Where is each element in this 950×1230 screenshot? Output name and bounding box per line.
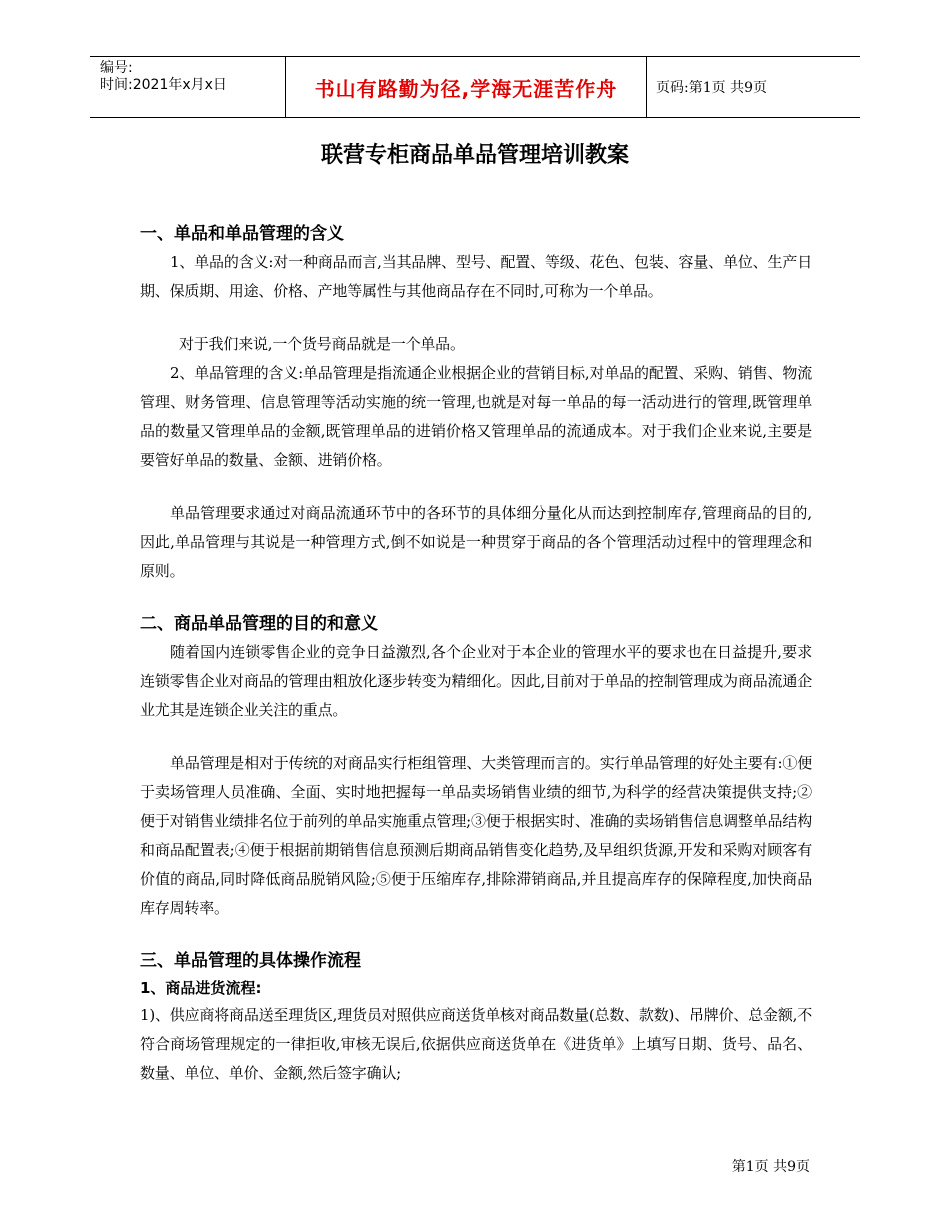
document-body	[140, 220, 812, 1088]
section-2-paragraph-1: 随着国内连锁零售企业的竞争日益激烈,各个企业对于本企业的管理水平的要求也在日益提升,要求连锁零售企业对商品的管理由粗放化逐步转变为精细化。因此,目前对于单品的控制管理成为商品流通企业尤其是连锁企业关注的重点。	[140, 643, 812, 719]
page-footer: 第1页 共9页	[731, 1159, 810, 1175]
number-label: 编号:	[100, 60, 133, 76]
section-3-subheading-1: 1、商品进货流程:	[140, 979, 262, 997]
time-label: 时间:2021年x月x日	[100, 77, 227, 93]
section-2-heading: 二、商品单品管理的目的和意义	[140, 614, 378, 634]
section-1-paragraph-1: 1、单品的含义:对一种商品而言,当其品牌、型号、配置、等级、花色、包装、容量、单位、生产日期、保质期、用途、价格、产地等属性与其他商品存在不同时,可称为一个单品。	[140, 253, 812, 300]
header-meta	[100, 60, 290, 94]
section-1-heading: 一、单品和单品管理的含义	[140, 224, 344, 244]
document-title: 联营专柜商品单品管理培训教案	[320, 143, 629, 168]
section-3-heading: 三、单品管理的具体操作流程	[140, 951, 361, 971]
header-page-info: 页码:第1页 共9页	[656, 80, 767, 96]
section-1-paragraph-3: 2、单品管理的含义:单品管理是指流通企业根据企业的营销目标,对单品的配置、采购、销售、物流管理、财务管理、信息管理等活动实施的统一管理,也就是对每一单品的每一活动进行的管理,既管理单品的数量又管理单品的金额,既管理单品的进销价格又管理单品的流通成本。对于我们企业来说,主要是要管好单品的数量、金额、进销价格。	[140, 364, 812, 469]
section-1-paragraph-4: 单品管理要求通过对商品流通环节中的各环节的具体细分量化从而达到控制库存,管理商品的目的,因此,单品管理与其说是一种管理方式,倒不如说是一种贯穿于商品的各个管理活动过程中的管理理念和原则。	[140, 504, 812, 580]
section-3-paragraph-1: 1)、供应商将商品送至理货区,理货员对照供应商送货单核对商品数量(总数、款数)、吊牌价、总金额,不符合商场管理规定的一律拒收,审核无误后,依据供应商送货单在《进货单》上填写日期、货号、品名、数量、单位、单价、金额,然后签字确认;	[140, 1006, 812, 1082]
section-2-paragraph-2: 单品管理是相对于传统的对商品实行柜组管理、大类管理而言的。实行单品管理的好处主要有:①便于卖场管理人员准确、全面、实时地把握每一单品卖场销售业绩的细节,为科学的经营决策提供支持;②便于对销售业绩排名位于前列的单品实施重点管理;③便于根据实时、准确的卖场销售信息调整单品结构和商品配置表;④便于根据前期销售信息预测后期商品销售变化趋势,及早组织货源,开发和采购对顾客有价值的商品,同时降低商品脱销风险;⑤便于压缩库存,排除滞销商品,并且提高库存的保障程度,加快商品库存周转率。	[140, 754, 812, 917]
header-motto: 书山有路勤为径,学海无涯苦作舟	[285, 57, 647, 117]
section-1-paragraph-2: 对于我们来说,一个货号商品就是一个单品。	[179, 335, 465, 353]
page-header	[90, 56, 860, 118]
